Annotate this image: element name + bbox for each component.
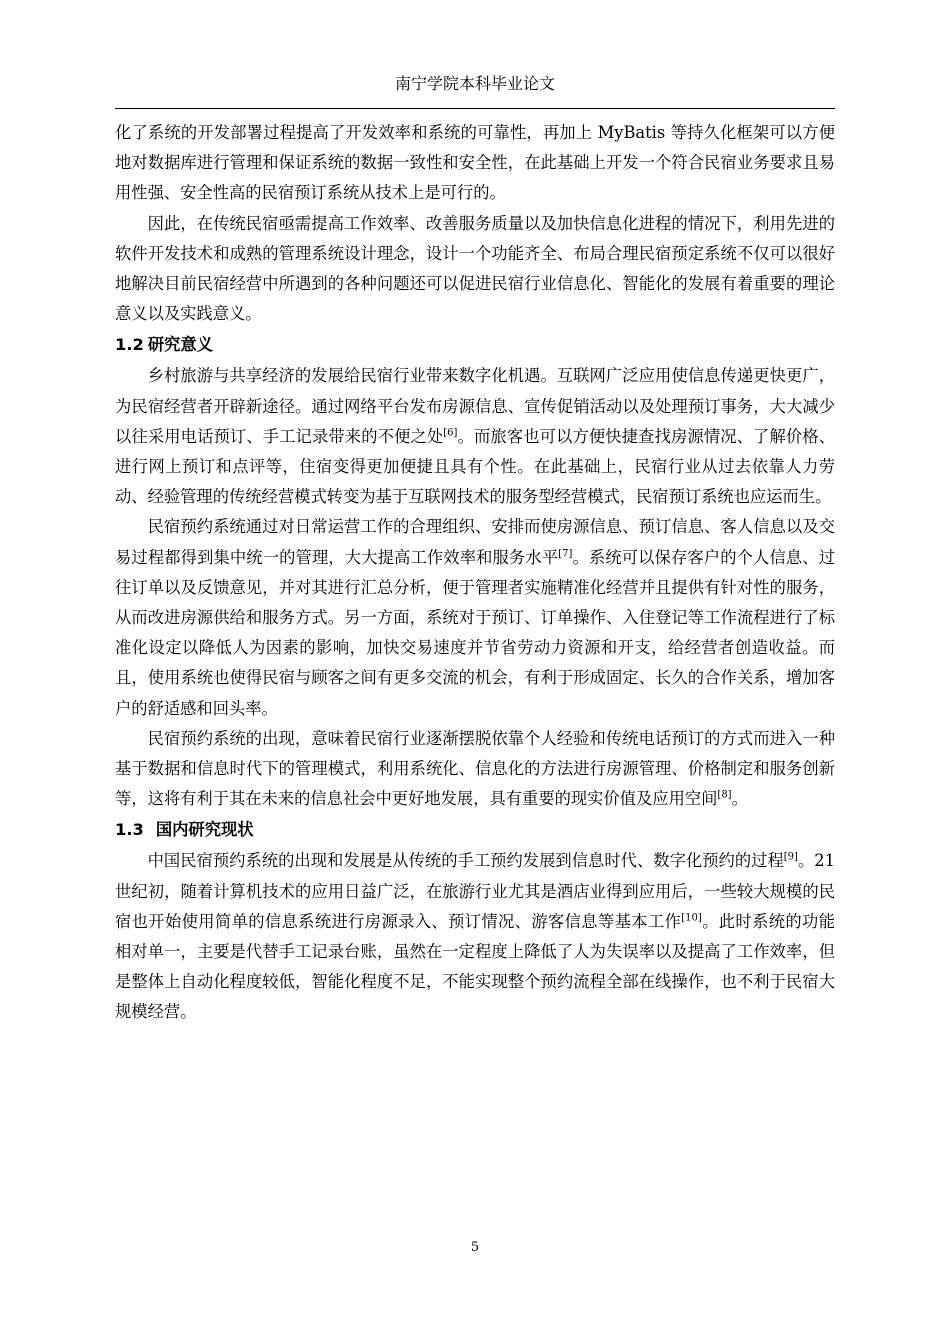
paragraph xyxy=(115,724,835,815)
paragraph-text: 乡村旅游与共享经济的发展给民宿行业带来数字化机遇。互联网广泛应用使信息传递更快更广，为民宿经营者开辟新途径。通过网络平台发布房源信息、宣传促销活动以及处理预订事务，大大减少以往采用电话预订、手工记录带来的不便之处 xyxy=(115,366,835,446)
paragraph: 化了系统的开发部署过程提高了开发效率和系统的可靠性，再加上 MyBatis 等持久化框架可以方便地对数据库进行管理和保证系统的数据一致性和安全性，在此基础上开发一个符合民宿业务要求且易用性强、安全性高的民宿预订系统从技术上是可行的。 xyxy=(115,123,835,203)
citation-marker: [7] xyxy=(558,548,573,560)
header-rule xyxy=(115,108,835,109)
paragraph-text: 中国民宿预约系统的出现和发展是从传统的手工预约发展到信息时代、数字化预约的过程 xyxy=(147,851,784,871)
paragraph-text: 。 xyxy=(731,789,748,809)
paragraph-text: 。而旅客也可以方便快捷查找房源情况、了解价格、进行网上预订和点评等，住宿变得更加便捷且具有个性。在此基础上，民宿行业从过去依靠人力劳动、经验管理的传统经营模式转变为基于互联网技术的服务型经营模式，民宿预订系统也应运而生。 xyxy=(115,426,835,507)
citation-marker: [10] xyxy=(681,912,702,924)
section-heading xyxy=(115,329,835,361)
section-heading xyxy=(115,814,835,846)
paragraph xyxy=(115,512,835,723)
paragraph-text: 民宿预约系统的出现，意味着民宿行业逐渐摆脱依靠个人经验和传统电话预订的方式而进入一种基于数据和信息时代下的管理模式，利用系统化、信息化的方法进行房源管理、价格制定和服务创新等，这将有利于其在未来的信息社会中更好地发展，具有重要的现实价值及应用空间 xyxy=(115,728,835,809)
paragraph xyxy=(115,846,835,1027)
paragraph-text: 。系统可以保存客户的个人信息、过往订单以及反馈意见，并对其进行汇总分析，便于管理者实施精准化经营并且提供有针对性的服务，从而改进房源供给和服务方式。另一方面，系统对于预订、订单操作、入住登记等工作流程进行了标准化设定以降低人为因素的影响，加快交易速度并节省劳动力资源和开支，给经营者创造收益。而且，使用系统也使得民宿与顾客之间有更多交流的机会，有利于形成固定、长久的合作关系，增加客户的舒适感和回头率。 xyxy=(115,547,835,718)
paragraph xyxy=(115,361,835,512)
paragraph: 因此，在传统民宿亟需提高工作效率、改善服务质量以及加快信息化进程的情况下，利用先进的软件开发技术和成熟的管理系统设计理念，设计一个功能齐全、布局合理民宿预定系统不仅可以很好地解决目前民宿经营中所遇到的各种问题还可以促进民宿行业信息化、智能化的发展有着重要的理论意义以及实践意义。 xyxy=(115,213,835,324)
citation-marker: [6] xyxy=(443,427,458,439)
paragraph-text: 。21 世纪初，随着计算机技术的应用日益广泛，在旅游行业尤其是酒店业得到应用后，一些较大规模的民宿也开始使用简单的信息系统进行房源录入、预订情况、游客信息等基本工作 xyxy=(115,851,835,931)
paragraph-text: 民宿预约系统通过对日常运营工作的合理组织、安排而使房源信息、预订信息、客人信息以及交易过程都得到集中统一的管理，大大提高工作效率和服务水平 xyxy=(115,517,835,567)
citation-marker: [9] xyxy=(783,852,798,864)
section-number: 1.3 xyxy=(115,820,144,840)
paragraph-text: 。此时系统的功能相对单一，主要是代替手工记录台账，虽然在一定程度上降低了人为失误率以及提高了工作效率，但是整体上自动化程度较低，智能化程度不足，不能实现整个预约流程全部在线操作，也不利于民宿大规模经营。 xyxy=(115,911,835,1022)
section-title: 国内研究现状 xyxy=(155,820,254,840)
section-title: 研究意义 xyxy=(147,335,213,355)
page-number: 5 xyxy=(470,1240,480,1255)
citation-marker: [8] xyxy=(717,789,732,801)
running-header: 南宁学院本科毕业论文 xyxy=(394,74,555,93)
section-number: 1.2 xyxy=(115,335,144,355)
page-body xyxy=(115,118,835,1028)
